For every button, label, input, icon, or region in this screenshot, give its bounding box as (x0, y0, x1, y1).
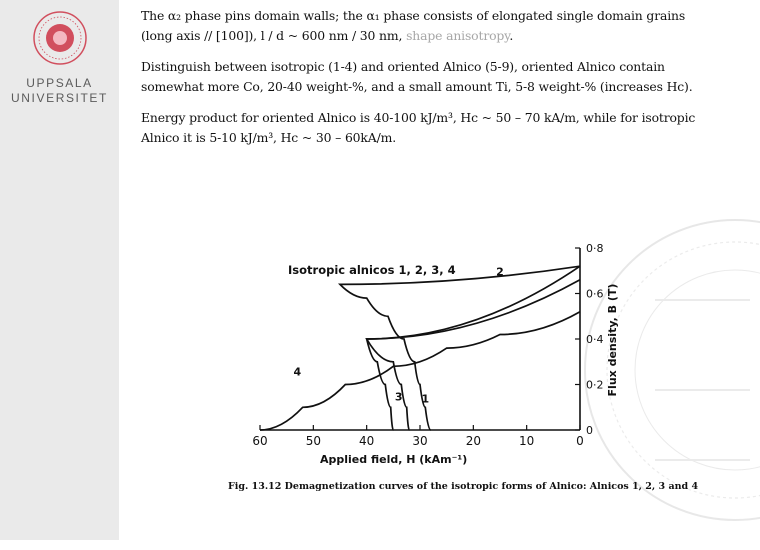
y-tick-label: 0·6 (586, 287, 604, 301)
chart-title: Isotropic alnicos 1, 2, 3, 4 (288, 263, 456, 277)
sidebar (0, 0, 119, 540)
x-tick-label: 20 (465, 434, 481, 448)
university-logo (0, 10, 119, 106)
shape-anisotropy-term: shape anisotropy (406, 27, 510, 43)
y-tick-label: 0·4 (586, 333, 604, 346)
x-tick-label: 0 (576, 434, 584, 448)
paragraph-1 (141, 6, 709, 45)
logo-line-1: UPPSALA (26, 76, 93, 90)
x-tick-label: 60 (252, 434, 268, 448)
paragraph-1-text: The α₂ phase pins domain walls; the α₁ phase consists of elongated single domain grains (long axis // [100]), l / d ~ 600 nm / 30 nm, (141, 8, 686, 43)
x-tick-label: 40 (359, 434, 375, 448)
series-4-label: 4 (293, 365, 302, 379)
demagnetization-chart (228, 240, 699, 495)
slide-body (141, 6, 709, 159)
series-4-curve (260, 312, 580, 430)
series-2-curve (367, 266, 580, 430)
paragraph-1-end: . (509, 27, 514, 43)
x-tick-label: 50 (305, 434, 321, 448)
series-3-label: 3 (394, 390, 403, 404)
y-tick-label: 0·8 (586, 242, 604, 255)
y-axis-label: Flux density, B (T) (606, 283, 619, 397)
y-tick-label: 0·2 (586, 378, 604, 392)
logo-line-2: UNIVERSITET (11, 91, 108, 105)
figure-caption: Fig. 13.12 Demagnetization curves of the isotropic forms of Alnico: Alnicos 1, 2, 3 and 4 (228, 481, 699, 492)
series-3-curve (367, 280, 580, 430)
x-axis-label: Applied field, H (kAm⁻¹) (320, 453, 468, 466)
y-tick-label: 0 (586, 424, 593, 437)
university-seal-icon (32, 10, 88, 66)
series-2-label: 2 (496, 265, 504, 279)
paragraph-3: Energy product for oriented Alnico is 40-100 kJ/m³, Hc ~ 50 – 70 kA/m, while for isotropic Alnico it is 5-10 kJ/m³, Hc ~ 30 – 60kA/m. (141, 110, 696, 145)
series-1-label: 1 (421, 392, 430, 406)
x-tick-label: 10 (519, 434, 535, 448)
x-tick-label: 30 (412, 434, 428, 448)
paragraph-2: Distinguish between isotropic (1-4) and oriented Alnico (5-9), oriented Alnico contain somewhat more Co, 20-40 weight-%, and a small amount Ti, 5-8 weight-% (increases Hc). (141, 59, 693, 94)
